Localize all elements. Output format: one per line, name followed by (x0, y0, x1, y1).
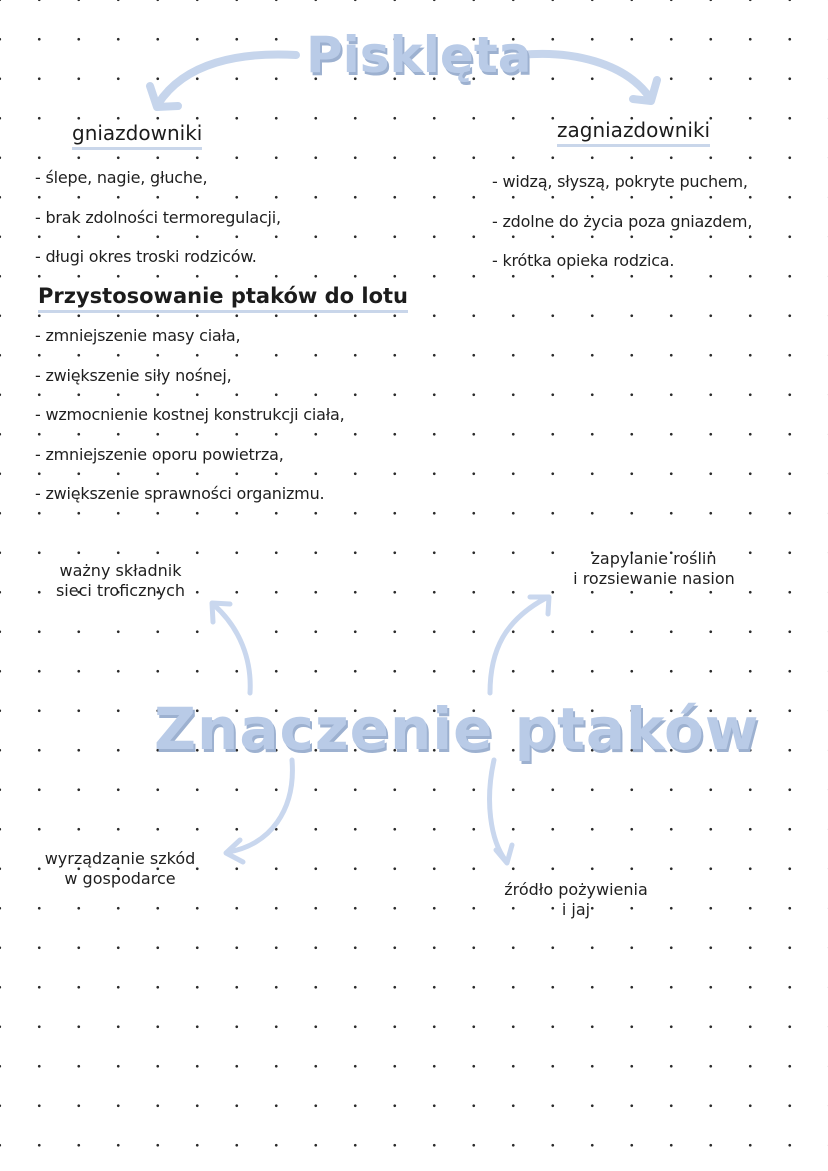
curved-arrow-icon (212, 603, 250, 693)
list-zagniazdowniki (492, 162, 752, 281)
list-item: - zdolne do życia poza gniazdem, (492, 211, 753, 231)
note-zrodlo-pozywienia (476, 880, 676, 920)
note-line: ważny składnik (59, 561, 182, 580)
curved-arrow-icon (226, 760, 292, 862)
list-item: - zwiększenie siły nośnej, (35, 365, 232, 385)
list-item: - widzą, słyszą, pokryte puchem, (492, 172, 748, 191)
curved-arrow-icon (520, 54, 657, 101)
note-line: i rozsiewanie nasion (573, 569, 735, 588)
section-title-znaczenie: Znaczenie ptaków (154, 695, 760, 763)
note-line: wyrządzanie szkód (44, 849, 196, 868)
list-item: - wzmocnienie kostnej konstrukcji ciała, (35, 405, 345, 424)
list-gniazdowniki (35, 158, 281, 277)
list-item: - zmniejszenie masy ciała, (35, 326, 241, 345)
list-item: - brak zdolności termoregulacji, (35, 207, 281, 227)
note-line: zapylanie roślin (591, 549, 717, 568)
list-item: - długi okres troski rodziców. (35, 247, 257, 266)
curved-arrow-icon (490, 597, 549, 693)
heading-gniazdowniki: gniazdowniki (72, 122, 202, 150)
list-item: - krótka opieka rodzica. (492, 251, 675, 270)
note-line: i jaj (561, 900, 591, 919)
list-item: - ślepe, nagie, głuche, (35, 168, 208, 187)
heading-zagniazdowniki: zagniazdowniki (557, 119, 710, 147)
curved-arrow-icon (490, 760, 512, 863)
note-line: w gospodarce (64, 869, 176, 888)
note-zapylanie (548, 549, 760, 589)
curved-arrow-icon (150, 55, 296, 107)
note-line: sieci troficznych (55, 581, 186, 600)
list-item: - zwiększenie sprawności organizmu. (35, 484, 325, 503)
note-szkody (20, 849, 220, 889)
list-przystosowanie (35, 316, 345, 514)
heading-przystosowanie: Przystosowanie ptaków do lotu (38, 284, 408, 313)
note-line: źródło pożywienia (504, 880, 648, 899)
list-item: - zmniejszenie oporu powietrza, (35, 444, 284, 464)
note-siec-troficzna (28, 561, 213, 601)
section-title-pisklęta: Pisklęta (306, 26, 532, 84)
